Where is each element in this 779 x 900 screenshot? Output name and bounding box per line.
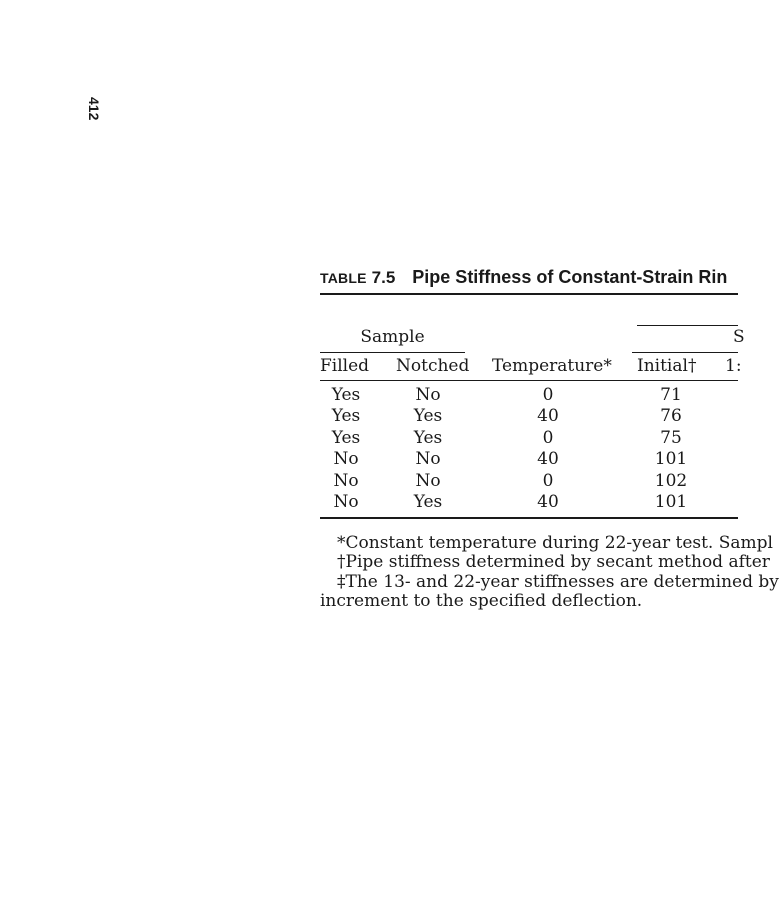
cell-temperature: 0 [542,385,554,405]
column-header-partial: 1: [725,356,742,376]
table-footnotes [320,533,779,611]
cell-filled: Yes [331,406,361,426]
cell-initial: 71 [660,385,682,405]
header-bottom-rule [320,380,738,381]
cell-notched: No [415,385,441,405]
table-top-rule [320,293,738,295]
column-header-temperature: Temperature* [492,356,612,376]
right-group-rule [637,325,738,326]
cell-notched: Yes [413,428,443,448]
cell-initial: 101 [654,492,688,512]
cell-initial: 101 [654,449,688,469]
footnote-continuation: increment to the specified deflection. [320,590,643,611]
table-number: 7.5 [371,268,396,287]
cell-notched: Yes [413,406,443,426]
footnote-secant-method: †Pipe stiffness determined by secant method after [337,552,770,573]
column-header-filled: Filled [320,356,370,376]
cell-initial: 102 [654,471,688,491]
table-label: TABLE [320,270,367,286]
cell-initial: 76 [660,406,682,426]
cell-notched: No [415,471,441,491]
cell-temperature: 40 [537,406,559,426]
table-bottom-rule [320,517,738,519]
cell-temperature: 40 [537,492,559,512]
cell-filled: No [333,471,359,491]
cell-temperature: 0 [542,428,554,448]
cell-filled: No [333,492,359,512]
cell-notched: Yes [413,492,443,512]
initial-group-rule [632,352,738,353]
right-group-header: S [733,327,745,347]
cell-initial: 75 [660,428,682,448]
footnote-temperature: *Constant temperature during 22-year test. Sampl [337,533,773,553]
cell-filled: Yes [331,428,361,448]
cell-temperature: 0 [542,471,554,491]
sample-group-rule [320,352,465,353]
cell-filled: Yes [331,385,361,405]
cell-notched: No [415,449,441,469]
table-title-text: Pipe Stiffness of Constant-Strain Rin [412,267,728,287]
table-title [320,267,727,288]
sample-group-header: Sample [360,327,425,347]
page-number: 412 [86,97,102,121]
column-header-initial: Initial† [637,356,697,376]
column-header-notched: Notched [396,356,470,376]
cell-filled: No [333,449,359,469]
footnote-long-term-stiffness: ‡The 13- and 22-year stiffnesses are determined by [337,571,779,592]
cell-temperature: 40 [537,449,559,469]
